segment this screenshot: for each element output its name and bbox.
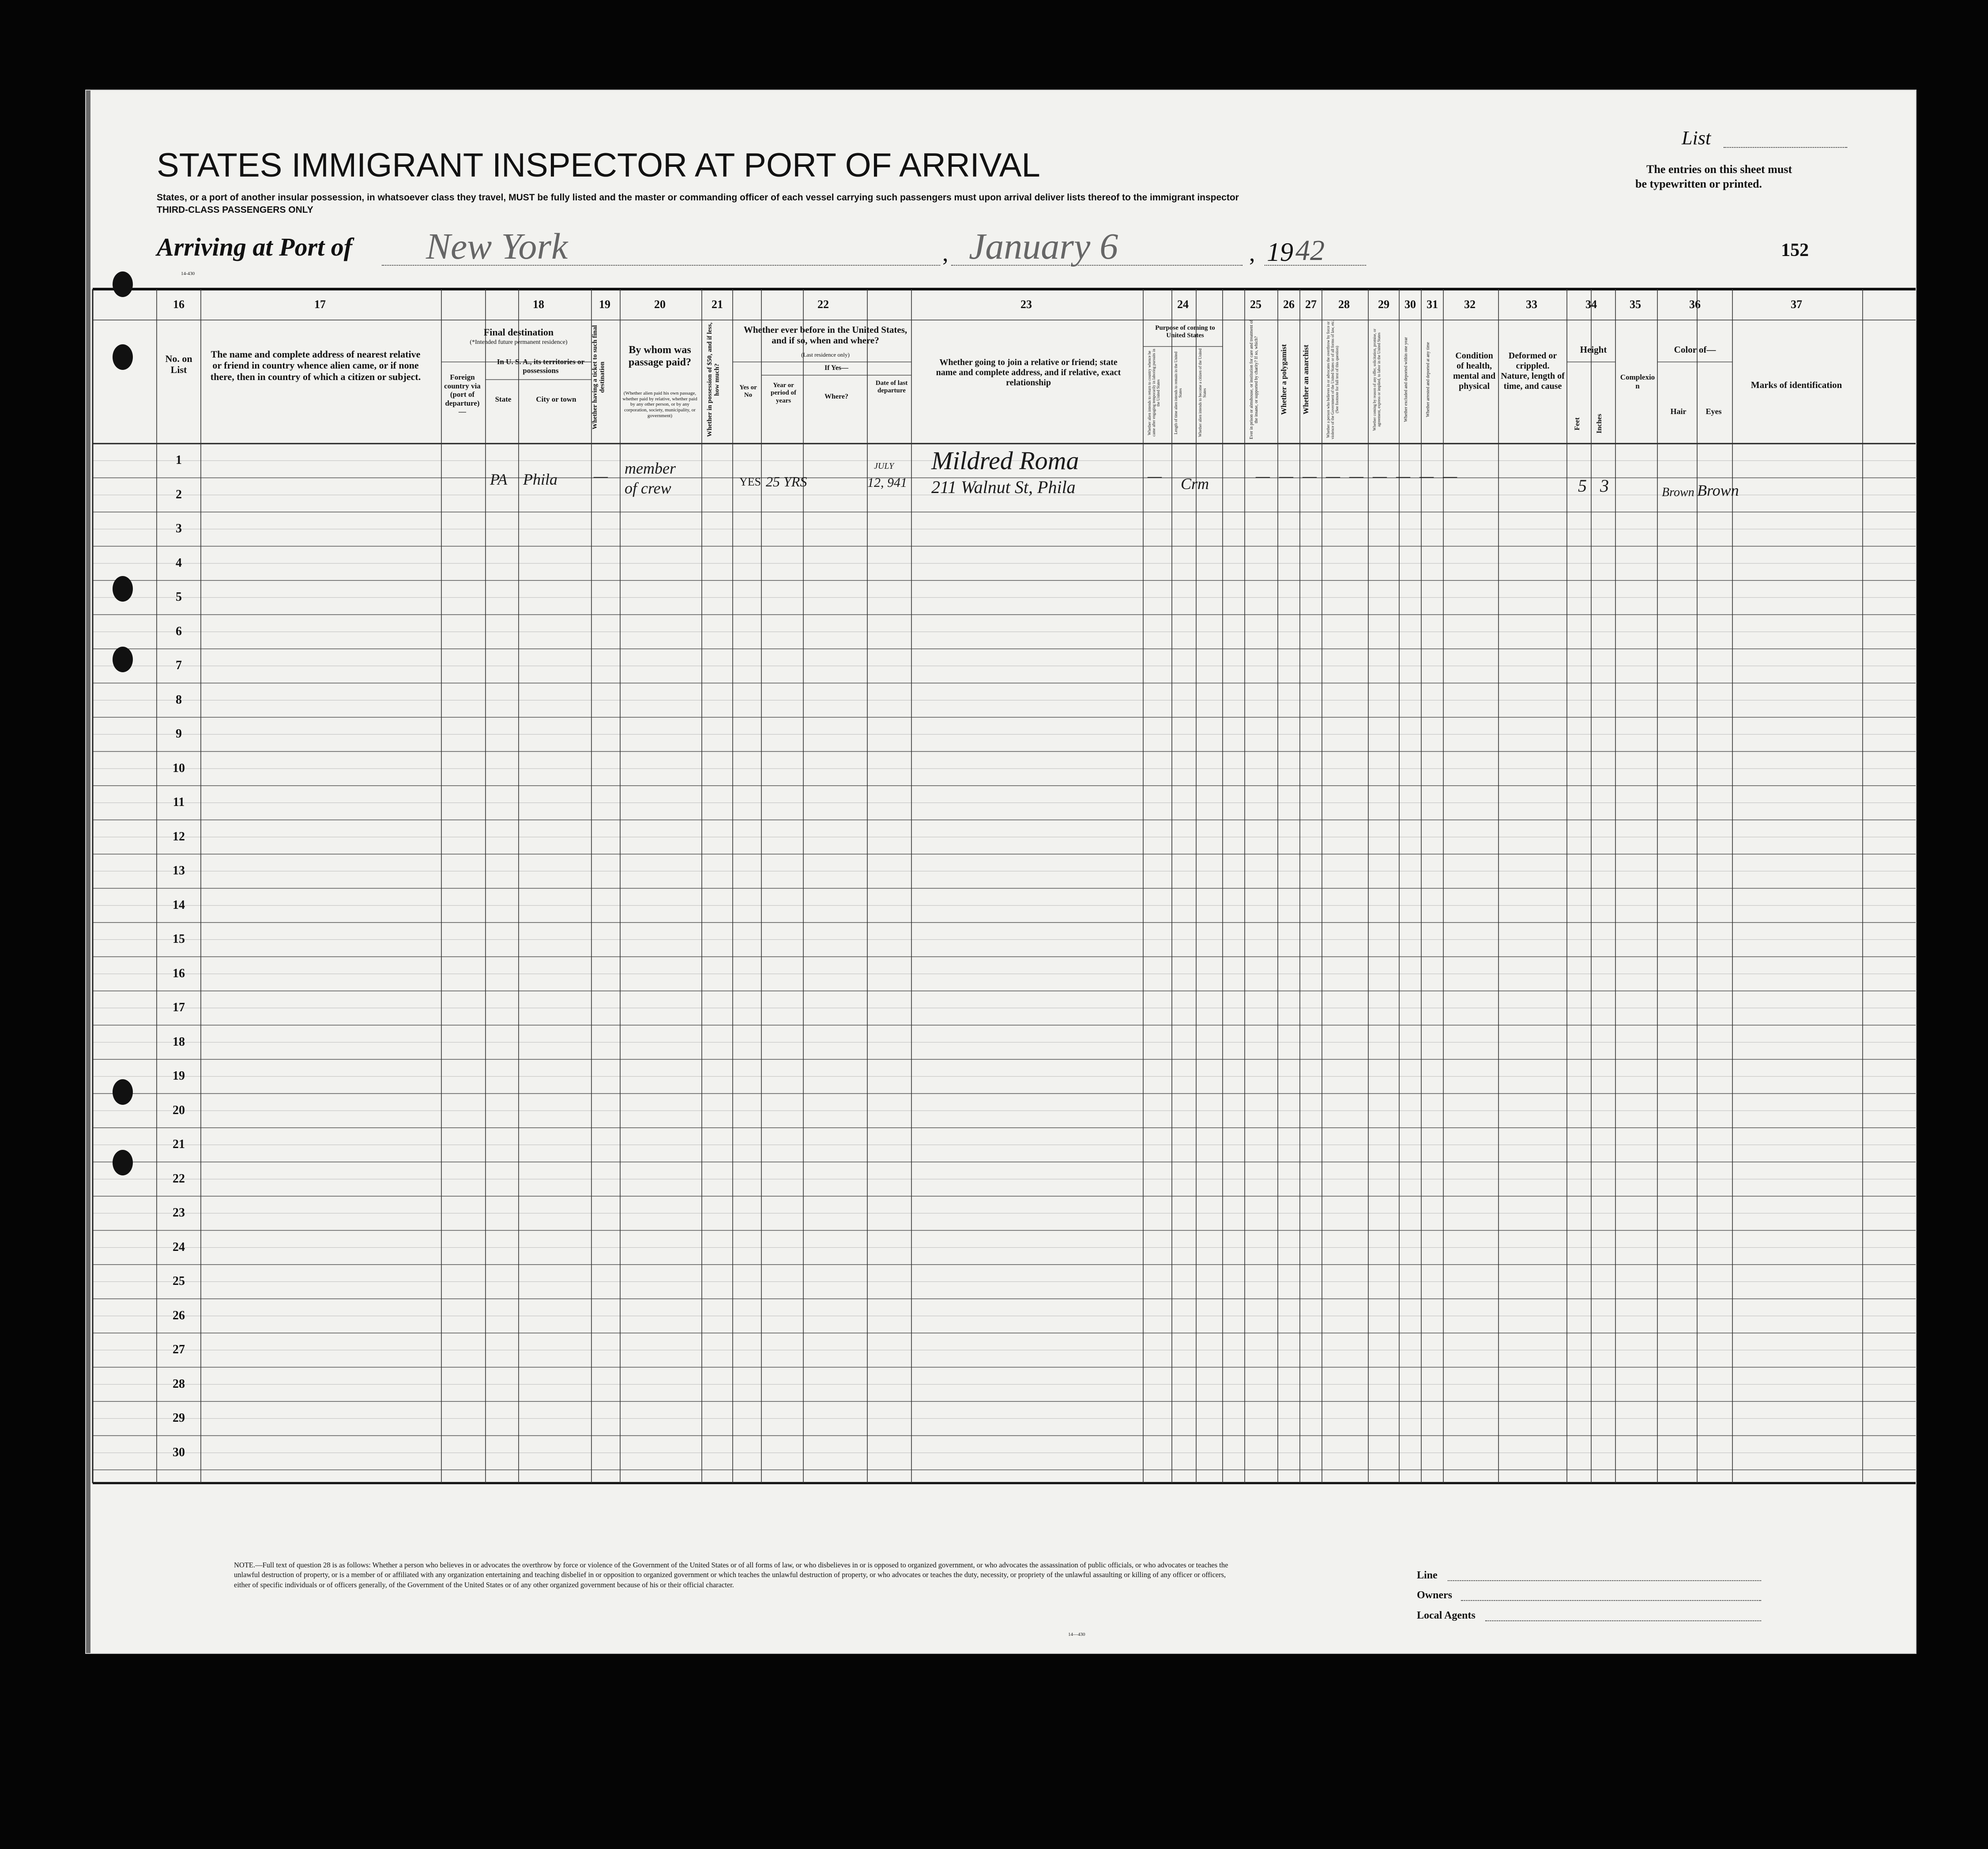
col29-heading: Whether coming by reason of any offer, solicitation, promise, or agreement, express or implied, to labor in the United States	[1372, 328, 1381, 431]
col30-heading: Whether excluded and deported within one year	[1404, 337, 1408, 422]
entry-eyes: Brown	[1697, 482, 1739, 499]
col26-heading: Whether a polygamist	[1280, 344, 1288, 415]
page-number: 152	[1781, 240, 1809, 260]
comma: ,	[942, 240, 949, 266]
arriving-label: Arriving at Port of	[157, 233, 353, 261]
row-number: 28	[173, 1377, 185, 1391]
manifest-sheet	[86, 90, 1916, 1653]
column-number: 37	[1791, 298, 1802, 311]
entry-relative-name: Mildred Roma	[931, 446, 1079, 475]
col36-hair: Hair	[1670, 407, 1687, 416]
col34-heading: Height	[1580, 344, 1607, 355]
row-number: 3	[176, 522, 182, 535]
row-number: 10	[173, 761, 185, 775]
col21-heading: Whether in possession of $50, and if less, how much?	[706, 322, 721, 437]
entry-departure: JULY	[874, 461, 894, 471]
column-number: 20	[654, 298, 666, 311]
col36-heading: Color of—	[1674, 344, 1716, 355]
column-number: 30	[1404, 298, 1416, 311]
punch-hole	[113, 271, 133, 297]
col18-city: City or town	[536, 395, 576, 403]
col18b-heading: In U. S. A., its territories or possessions	[497, 358, 585, 375]
column-number: 26	[1283, 298, 1295, 311]
entry-ticket: —	[594, 467, 608, 485]
agents-underline	[1485, 1620, 1761, 1621]
row-number: 12	[173, 829, 185, 844]
list-underline	[1724, 147, 1847, 148]
column-number: 22	[817, 298, 829, 311]
column-number: 19	[599, 298, 610, 311]
row-number: 21	[173, 1137, 185, 1151]
col18a-heading: Foreign country via (port of departure)—	[444, 373, 481, 416]
col31-heading: Whether arrested and deported at any time	[1426, 342, 1431, 417]
year-underline	[1265, 265, 1366, 266]
agents-label: Local Agents	[1417, 1610, 1476, 1621]
row-number: 26	[173, 1308, 185, 1322]
column-number: 23	[1020, 298, 1032, 311]
row-number: 23	[173, 1206, 185, 1220]
col24a-heading: Whether alien intends to return to country whence he came after engaging temporarily in laboring pursuits in the United States	[1147, 349, 1160, 437]
col37-heading: Marks of identification	[1751, 380, 1842, 390]
column-number: 18	[533, 298, 544, 311]
row-number: 29	[173, 1411, 185, 1425]
line-underline	[1448, 1580, 1761, 1581]
col33-heading: Deformed or crippled. Nature, length of time, and cause	[1501, 351, 1565, 391]
entry-purpose: Crm	[1181, 475, 1209, 493]
col22-date: Date of last departure	[875, 380, 908, 395]
col18-state: State	[495, 395, 512, 403]
form-code: 14-430	[181, 271, 195, 276]
footnote: NOTE.—Full text of question 28 is as follows: Whether a person who believes in or advocates the overthrow by force or violence of the Government of the United States or of all forms of law, or who disbelieves in or is opposed to organized government, or who advocates the assassination of public officials, or who advocates or teaches the unlawful destruction of property, or is a member of or affiliated with any organization entertaining and teaching disbelief in or opposition to organized government or which teaches the unlawful destruction of property, or who advocates or teaches the duty, necessity, or propriety of the unlawful assaulting or killing of any officer or officers, either of specific individuals or of officers generally, of the Government of the United States or of any other organized government because of his or their official character.	[234, 1561, 1228, 1589]
punch-hole	[113, 344, 133, 370]
punch-hole	[113, 576, 133, 602]
entry-dashes: — — — — — — — — —	[1256, 467, 1460, 485]
col23-heading: Whether going to join a relative or friend; state name and complete address, and if relative, exact relationship	[936, 358, 1121, 388]
row-number: 20	[173, 1103, 185, 1117]
col24b-heading: Length of time alien intends to remain in the United States	[1174, 351, 1182, 434]
col22-ifyes: If Yes—	[824, 364, 849, 372]
footer-form-code: 14—430	[1068, 1632, 1085, 1637]
comma: ,	[1249, 240, 1255, 266]
column-number: 21	[712, 298, 723, 311]
column-number: 36	[1689, 298, 1701, 311]
col35-heading: Complexion	[1620, 373, 1655, 390]
year-suffix: 42	[1295, 234, 1325, 267]
col36-eyes: Eyes	[1706, 407, 1722, 416]
instructions: be typewritten or printed.	[1635, 177, 1762, 190]
row-number: 13	[173, 864, 185, 877]
row-number: 25	[173, 1274, 185, 1288]
list-label: List	[1682, 127, 1711, 149]
port-value: New York	[426, 226, 568, 267]
column-number: 33	[1526, 298, 1537, 311]
row-number: 5	[176, 590, 182, 604]
punch-hole	[113, 647, 133, 672]
col24c-heading: Whether alien intends to become a citizen of the United States	[1198, 348, 1207, 437]
entry-inches: 3	[1600, 476, 1609, 496]
col22-yesno: Yes or No	[739, 384, 757, 399]
col34-inches: Inches	[1596, 414, 1603, 434]
col16-heading: No. on List	[165, 353, 192, 376]
col24-heading: Purpose of coming to United States	[1155, 324, 1215, 339]
entry-city: Phila	[523, 471, 557, 488]
col22-heading: Whether ever before in the United States, and if so, when and where?	[743, 324, 907, 346]
row-number: 9	[176, 727, 182, 741]
column-number: 34	[1585, 298, 1597, 311]
col17-heading: The name and complete address of nearest relative or friend in country whence alien came, or if none there, then in country of which a citizen or subject.	[210, 349, 421, 382]
row-number: 16	[173, 966, 185, 980]
date-value: January 6	[969, 226, 1118, 267]
entry-yes-no: YES	[739, 475, 761, 488]
line-label: Line	[1417, 1570, 1438, 1581]
row-number: 8	[176, 693, 182, 707]
row-number: 24	[173, 1240, 185, 1254]
owners-underline	[1461, 1600, 1761, 1601]
entry-hair: Brown	[1662, 486, 1694, 499]
column-number: 35	[1630, 298, 1641, 311]
column-number: 16	[173, 298, 184, 311]
entry-years: 25 YRS	[766, 474, 807, 490]
column-number: 31	[1427, 298, 1438, 311]
col19-heading: Whether having a ticket to such final destination	[591, 325, 606, 430]
class-label: THIRD-CLASS PASSENGERS ONLY	[157, 205, 313, 215]
column-number: 29	[1378, 298, 1389, 311]
column-number: 28	[1338, 298, 1350, 311]
row-number: 19	[173, 1069, 185, 1083]
table-grid	[90, 90, 1916, 1653]
column-number: 17	[314, 298, 326, 311]
row-number: 18	[173, 1035, 185, 1049]
row-number: 4	[176, 556, 182, 570]
row-number: 22	[173, 1171, 185, 1186]
row-number: 1	[176, 453, 182, 467]
row-number: 27	[173, 1343, 185, 1356]
column-number: 32	[1464, 298, 1476, 311]
col28-heading: Whether a person who believes in or advocates the overthrow by force or violence of the Government of the United States or of all forms of law, etc. (See footnote for full text of this question)	[1326, 320, 1339, 439]
subtitle: States, or a port of another insular possession, in whatsoever class they travel, MUST be fully listed and the master or commanding officer of each vessel carrying such passengers must upon arrival deliver lists thereof to the immigrant inspector	[157, 192, 1239, 203]
entry-feet: 5	[1578, 476, 1587, 496]
row-number: 14	[173, 898, 185, 912]
entry-paid-by: member	[625, 459, 676, 477]
col20-heading: By whom was passage paid?	[628, 344, 692, 368]
entry-departure: 12, 941	[867, 475, 907, 490]
col18-heading: Final destination	[483, 327, 554, 338]
entry-paid-by: of crew	[625, 479, 671, 497]
row-number: 7	[176, 659, 182, 672]
col32-heading: Condition of health, mental and physical	[1453, 351, 1496, 391]
entry-relative-address: 211 Walnut St, Phila	[931, 477, 1076, 497]
row-number: 6	[176, 624, 182, 638]
row-number: 17	[173, 1001, 185, 1014]
entry-state: PA	[490, 471, 508, 488]
row-number: 2	[176, 487, 182, 501]
col18-note: (*Intended future permanent residence)	[470, 339, 568, 346]
year-prefix: 19	[1267, 237, 1293, 267]
col22-note: (Last residence only)	[801, 351, 850, 358]
row-number: 15	[173, 932, 185, 946]
col27-heading: Whether an anarchist	[1302, 344, 1310, 415]
row-number: 11	[173, 795, 185, 809]
column-number: 24	[1177, 298, 1189, 311]
owners-label: Owners	[1417, 1589, 1452, 1601]
punch-hole	[113, 1150, 133, 1175]
col22-year: Year or period of years	[771, 382, 796, 404]
col25-heading: Ever in prison or almshouse, or institution for care and treatment of the insane, or supported by charity? If so, which?	[1249, 320, 1259, 439]
row-number: 30	[173, 1445, 185, 1459]
entry-purpose-dash: —	[1148, 467, 1162, 485]
col34-feet: Feet	[1574, 417, 1581, 430]
column-number: 27	[1305, 298, 1317, 311]
column-number: 25	[1250, 298, 1261, 311]
instructions: The entries on this sheet must	[1646, 163, 1792, 176]
page-title: STATES IMMIGRANT INSPECTOR AT PORT OF ARRIVAL	[157, 147, 1040, 184]
col20-note: (Whether alien paid his own passage, whether paid by relative, whether paid by any other person, or by any corporation, society, municipality, or government)	[622, 391, 697, 418]
punch-hole	[113, 1079, 133, 1105]
col22-where: Where?	[825, 393, 848, 400]
